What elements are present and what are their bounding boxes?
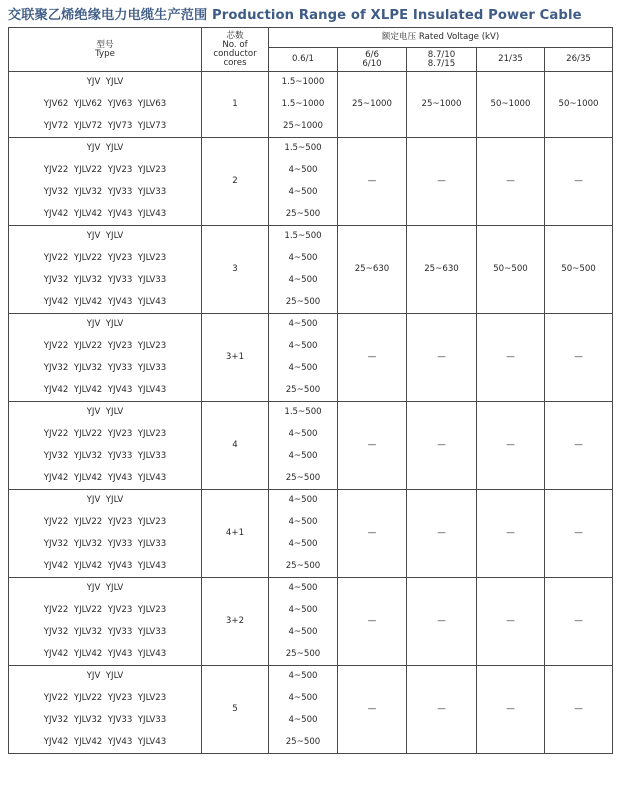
high-voltage-range-cell: — bbox=[477, 314, 545, 402]
type-header-cn: 型号 bbox=[96, 39, 114, 50]
type-cell: YJV YJLV bbox=[9, 72, 202, 94]
type-cell: YJV22 YJLV22 YJV23 YJLV23 bbox=[9, 600, 202, 622]
size-range-cell: 4~500 bbox=[269, 600, 338, 622]
size-range-cell: 4~500 bbox=[269, 490, 338, 512]
voltage-label: 21/35 bbox=[498, 54, 523, 64]
type-cell: YJV42 YJLV42 YJV43 YJLV43 bbox=[9, 644, 202, 666]
high-voltage-range-cell: — bbox=[545, 138, 613, 226]
size-range-cell: 4~500 bbox=[269, 182, 338, 204]
type-cell: YJV32 YJLV32 YJV33 YJLV33 bbox=[9, 446, 202, 468]
size-range-cell: 4~500 bbox=[269, 160, 338, 182]
table-row bbox=[9, 490, 613, 512]
size-range-cell: 1.5~500 bbox=[269, 402, 338, 424]
cores-header bbox=[202, 28, 269, 72]
high-voltage-range-cell: — bbox=[338, 490, 407, 578]
type-cell: YJV32 YJLV32 YJV33 YJLV33 bbox=[9, 534, 202, 556]
type-cell: YJV YJLV bbox=[9, 490, 202, 512]
high-voltage-range-cell: — bbox=[477, 138, 545, 226]
type-cell: YJV62 YJLV62 YJV63 YJLV63 bbox=[9, 94, 202, 116]
high-voltage-range-cell: 25~1000 bbox=[338, 72, 407, 138]
type-cell: YJV42 YJLV42 YJV43 YJLV43 bbox=[9, 292, 202, 314]
cores-cell: 3+1 bbox=[202, 314, 269, 402]
high-voltage-range-cell: — bbox=[545, 402, 613, 490]
type-cell: YJV42 YJLV42 YJV43 YJLV43 bbox=[9, 380, 202, 402]
type-cell: YJV42 YJLV42 YJV43 YJLV43 bbox=[9, 556, 202, 578]
type-cell: YJV22 YJLV22 YJV23 YJLV23 bbox=[9, 248, 202, 270]
page-title: 交联聚乙烯绝缘电力电缆生产范围 Production Range of XLPE Insulated Power Cable bbox=[8, 8, 582, 23]
size-range-cell: 1.5~500 bbox=[269, 226, 338, 248]
size-range-cell: 4~500 bbox=[269, 314, 338, 336]
size-range-cell: 4~500 bbox=[269, 248, 338, 270]
cores-cell: 3+2 bbox=[202, 578, 269, 666]
voltage-header bbox=[338, 48, 407, 72]
type-cell: YJV YJLV bbox=[9, 402, 202, 424]
size-range-cell: 4~500 bbox=[269, 358, 338, 380]
voltage-label: 8.7/10 bbox=[427, 49, 456, 60]
type-cell: YJV42 YJLV42 YJV43 YJLV43 bbox=[9, 204, 202, 226]
table-row bbox=[9, 72, 613, 94]
type-cell: YJV32 YJLV32 YJV33 YJLV33 bbox=[9, 358, 202, 380]
type-cell: YJV22 YJLV22 YJV23 YJLV23 bbox=[9, 688, 202, 710]
high-voltage-range-cell: 25~630 bbox=[407, 226, 477, 314]
high-voltage-range-cell: — bbox=[545, 578, 613, 666]
size-range-cell: 1.5~500 bbox=[269, 138, 338, 160]
cores-header-en: No. of bbox=[222, 39, 248, 50]
high-voltage-range-cell: 50~500 bbox=[477, 226, 545, 314]
type-cell: YJV22 YJLV22 YJV23 YJLV23 bbox=[9, 424, 202, 446]
high-voltage-range-cell: — bbox=[338, 314, 407, 402]
size-range-cell: 4~500 bbox=[269, 446, 338, 468]
size-range-cell: 25~500 bbox=[269, 380, 338, 402]
type-cell: YJV32 YJLV32 YJV33 YJLV33 bbox=[9, 182, 202, 204]
size-range-cell: 4~500 bbox=[269, 622, 338, 644]
high-voltage-range-cell: — bbox=[545, 490, 613, 578]
size-range-cell: 25~500 bbox=[269, 204, 338, 226]
type-cell: YJV32 YJLV32 YJV33 YJLV33 bbox=[9, 622, 202, 644]
high-voltage-range-cell: — bbox=[407, 314, 477, 402]
size-range-cell: 25~500 bbox=[269, 644, 338, 666]
cores-cell: 2 bbox=[202, 138, 269, 226]
voltage-label: 6/6 bbox=[365, 49, 379, 60]
size-range-cell: 4~500 bbox=[269, 710, 338, 732]
size-range-cell: 4~500 bbox=[269, 578, 338, 600]
high-voltage-range-cell: — bbox=[477, 490, 545, 578]
type-cell: YJV22 YJLV22 YJV23 YJLV23 bbox=[9, 336, 202, 358]
high-voltage-range-cell: — bbox=[545, 666, 613, 754]
voltage-label: 0.6/1 bbox=[291, 54, 315, 64]
table-row bbox=[9, 314, 613, 336]
size-range-cell: 25~500 bbox=[269, 732, 338, 754]
high-voltage-range-cell: — bbox=[477, 578, 545, 666]
voltage-label: 6/10 bbox=[362, 58, 382, 69]
cores-cell: 4+1 bbox=[202, 490, 269, 578]
high-voltage-range-cell: 25~630 bbox=[338, 226, 407, 314]
voltage-header bbox=[269, 48, 338, 72]
size-range-cell: 4~500 bbox=[269, 688, 338, 710]
high-voltage-range-cell: — bbox=[477, 402, 545, 490]
size-range-cell: 4~500 bbox=[269, 512, 338, 534]
voltage-header bbox=[545, 48, 613, 72]
high-voltage-range-cell: — bbox=[545, 314, 613, 402]
size-range-cell: 4~500 bbox=[269, 666, 338, 688]
cores-cell: 1 bbox=[202, 72, 269, 138]
high-voltage-range-cell: — bbox=[407, 666, 477, 754]
high-voltage-range-cell: — bbox=[407, 402, 477, 490]
high-voltage-range-cell: 25~1000 bbox=[407, 72, 477, 138]
voltage-header bbox=[477, 48, 545, 72]
table-row bbox=[9, 666, 613, 688]
voltage-header bbox=[407, 48, 477, 72]
size-range-cell: 1.5~1000 bbox=[269, 94, 338, 116]
cores-cell: 4 bbox=[202, 402, 269, 490]
cores-cell: 5 bbox=[202, 666, 269, 754]
cores-header-en: conductor bbox=[213, 48, 257, 59]
voltage-label: 8.7/15 bbox=[427, 58, 456, 69]
high-voltage-range-cell: 50~1000 bbox=[545, 72, 613, 138]
size-range-cell: 4~500 bbox=[269, 424, 338, 446]
type-cell: YJV32 YJLV32 YJV33 YJLV33 bbox=[9, 710, 202, 732]
type-cell: YJV YJLV bbox=[9, 578, 202, 600]
high-voltage-range-cell: — bbox=[338, 666, 407, 754]
high-voltage-range-cell: — bbox=[338, 138, 407, 226]
size-range-cell: 4~500 bbox=[269, 336, 338, 358]
type-cell: YJV42 YJLV42 YJV43 YJLV43 bbox=[9, 468, 202, 490]
cores-cell: 3 bbox=[202, 226, 269, 314]
type-header-en: Type bbox=[95, 48, 115, 59]
high-voltage-range-cell: — bbox=[407, 138, 477, 226]
type-cell: YJV32 YJLV32 YJV33 YJLV33 bbox=[9, 270, 202, 292]
high-voltage-range-cell: — bbox=[338, 402, 407, 490]
size-range-cell: 25~500 bbox=[269, 556, 338, 578]
high-voltage-range-cell: 50~1000 bbox=[477, 72, 545, 138]
high-voltage-range-cell: — bbox=[338, 578, 407, 666]
high-voltage-range-cell: — bbox=[477, 666, 545, 754]
type-cell: YJV22 YJLV22 YJV23 YJLV23 bbox=[9, 512, 202, 534]
type-cell: YJV YJLV bbox=[9, 226, 202, 248]
production-range-table bbox=[8, 27, 613, 754]
high-voltage-range-cell: — bbox=[407, 578, 477, 666]
size-range-cell: 4~500 bbox=[269, 534, 338, 556]
size-range-cell: 25~500 bbox=[269, 468, 338, 490]
table-row bbox=[9, 578, 613, 600]
cores-header-en: cores bbox=[223, 57, 247, 68]
table-row bbox=[9, 138, 613, 160]
size-range-cell: 25~500 bbox=[269, 292, 338, 314]
table-body bbox=[9, 72, 613, 754]
rated-voltage-header: 额定电压 Rated Voltage (kV) bbox=[269, 28, 613, 48]
size-range-cell: 4~500 bbox=[269, 270, 338, 292]
high-voltage-range-cell: — bbox=[407, 490, 477, 578]
type-cell: YJV YJLV bbox=[9, 138, 202, 160]
size-range-cell: 25~1000 bbox=[269, 116, 338, 138]
size-range-cell: 1.5~1000 bbox=[269, 72, 338, 94]
type-cell: YJV YJLV bbox=[9, 666, 202, 688]
type-cell: YJV72 YJLV72 YJV73 YJLV73 bbox=[9, 116, 202, 138]
cores-header-cn: 芯数 bbox=[226, 30, 244, 41]
type-header bbox=[9, 28, 202, 72]
type-cell: YJV22 YJLV22 YJV23 YJLV23 bbox=[9, 160, 202, 182]
table-row bbox=[9, 226, 613, 248]
type-cell: YJV42 YJLV42 YJV43 YJLV43 bbox=[9, 732, 202, 754]
voltage-label: 26/35 bbox=[566, 54, 591, 64]
table-row bbox=[9, 402, 613, 424]
type-cell: YJV YJLV bbox=[9, 314, 202, 336]
high-voltage-range-cell: 50~500 bbox=[545, 226, 613, 314]
